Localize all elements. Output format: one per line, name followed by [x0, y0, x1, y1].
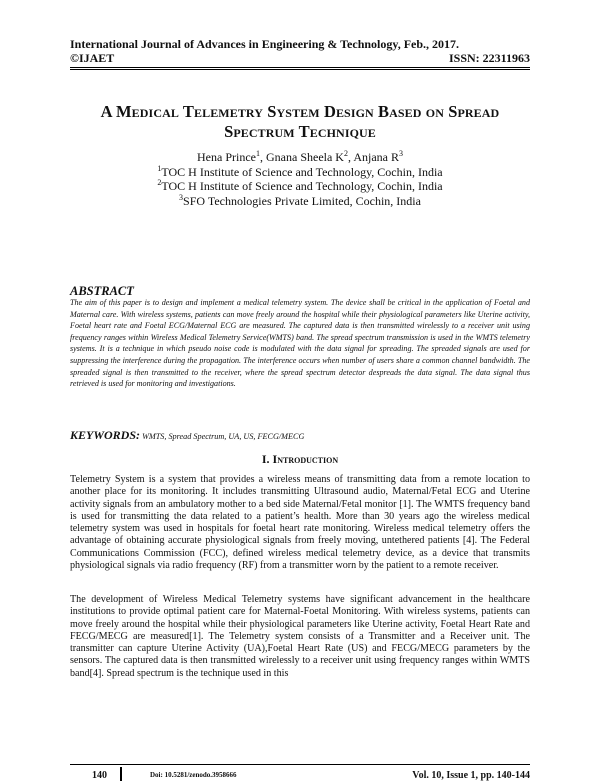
journal-name: International Journal of Advances in Engineering & Technology, Feb., 2017.	[70, 37, 460, 51]
author-name: Gnana Sheela K	[266, 150, 344, 164]
abstract-heading: ABSTRACT	[70, 284, 134, 298]
body-paragraph-1: Telemetry System is a system that provides a wireless means of transmitting data from a remote location to another place for its monitoring. It includes transmitting Ultrasound audio, Maternal/Fetal ECG and Uterine activity signals from an ambulatory mother to a bed side Maternal/Fetal monitor [1]. The WMTS frequency band is used for transmitting the data related to a patient’s health. More than 30 years ago the wireless medical telemetry system was used in hospitals for foetal heart rate monitoring. Wireless medical telemetry offers the advantage of obtaining accurate physiological signals from freely moving, untethered patients [4]. The Federal Communications Commission (FCC), defined wireless medical telemetry device, as a device that transmits physiological signals via radio frequency (RF) from a transmitter worn by the patient to a remote receiver.	[70, 474, 530, 571]
keywords	[70, 428, 530, 443]
title-line-2: Spectrum Technique	[224, 122, 376, 141]
paper-title	[60, 102, 540, 142]
author-separator: ,	[347, 150, 354, 164]
page-number: 140	[92, 770, 107, 781]
affiliation-sup: 3	[179, 192, 184, 202]
author-separator: ,	[260, 150, 266, 164]
affiliation	[60, 165, 540, 180]
footer-rule	[70, 764, 530, 765]
author-block	[60, 150, 540, 208]
author-name: Anjana R	[353, 150, 399, 164]
title-line-1: A Medical Telemetry System Design Based on Spread	[100, 102, 500, 121]
affiliation-text: TOC H Institute of Science and Technology, Cochin, India	[161, 164, 443, 179]
footer-bar	[120, 767, 122, 781]
affiliation-sup: 1	[157, 163, 162, 173]
author-name: Hena Prince	[197, 150, 256, 164]
issn: ISSN: 22311963	[448, 51, 530, 65]
author-sup: 2	[343, 149, 348, 158]
body-paragraph-2: The development of Wireless Medical Telemetry systems have significant advancement in the healthcare institutions to provide optimal patient care for Maternal-Foetal Monitoring. With wireless systems, patients can move freely around the hospital while their physiological parameters like Uterine activity, Foetal Heart Rate and FECG/MECG are measured[1]. The Telemetry system consists of a Transmitter and a Receiver unit. The transmitter can capture Uterine Activity (UA),Foetal Heart Rate (US) and FECG/MECG parameters by the sensors. The captured data is then transmitted wirelessly to a receiver unit using frequency ranges within WMTS band[4]. Spread spectrum is the technique used in this	[70, 594, 530, 679]
section-heading: I. Introduction	[261, 452, 339, 466]
affiliation	[60, 194, 540, 209]
author-sup: 3	[398, 149, 403, 158]
keywords-label: KEYWORDS:	[70, 428, 141, 442]
running-header	[70, 37, 530, 65]
author-sup: 1	[256, 149, 260, 158]
affiliation-text: SFO Technologies Private Limited, Cochin, India	[183, 193, 421, 208]
header-rule-second	[70, 69, 530, 70]
header-rule	[70, 67, 530, 68]
doi-link[interactable]: Doi: 10.5281/zenodo.3958666	[150, 771, 237, 779]
author-list	[60, 150, 540, 165]
volume-info: Vol. 10, Issue 1, pp. 140-144	[412, 770, 530, 781]
keywords-text: WMTS, Spread Spectrum, UA, US, FECG/MECG	[142, 432, 305, 441]
affiliation	[60, 179, 540, 194]
affiliation-sup: 2	[157, 178, 162, 187]
abstract-text: The aim of this paper is to design and implement a medical telemetry system. The device shall be critical in the application of Foetal and Maternal care. With wireless systems, patients can move freely around the hospital while their physiological parameters like Uterine activity, Foetal heart rate and Foetal ECG/Maternal ECG are measured. The captured data is then transmitted wirelessly to a receiver unit using frequency ranges within Wireless Medical Telemetry Service(WMTS) band. The spread spectrum transmission is used in the WMTS telemetry systems. It is a technique in which pseudo noise code is modulated with the data signal for spreading. The spreaded signals are used for suppressing the interference during the propagation. The interference occurs when number of users share a common channel bandwidth. The spreaded signal is then transmitted to the receiver, where the spread spectrum detector despreads the data signal. The data signal thus retrieved is used for monitoring and investigations.	[70, 298, 530, 389]
copyright: ©IJAET	[70, 51, 115, 65]
affiliation-text: TOC H Institute of Science and Technology, Cochin, India	[161, 179, 443, 193]
